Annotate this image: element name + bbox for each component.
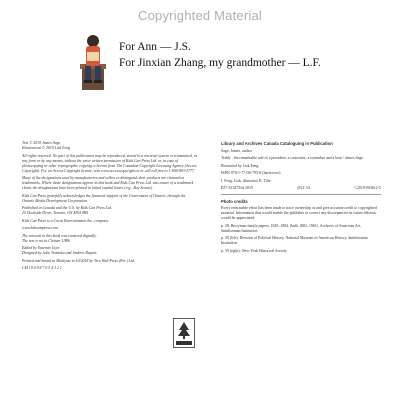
copyrighted-material-banner: Copyrighted Material <box>138 8 262 23</box>
copyright-paragraph: Text © 2019 James Sage Illustrations © 2019 Lisk Feng <box>22 141 71 150</box>
printing-line: CM 19 0 9 8 7 6 5 4 3 2 1 <box>22 266 62 270</box>
reading-figure-illustration <box>73 32 113 92</box>
cip-dewey-number: j813'.54 <box>297 185 310 190</box>
cip-call-row <box>221 186 381 191</box>
cataloguing-block <box>221 141 381 256</box>
copyright-paragraph: The artwork in this book was rendered digitally. The text is set in Cloister URW. <box>22 233 97 243</box>
copyright-paragraph: Kids Can Press gratefully acknowledges the financial support of the Government of Ontario, through the Ontario Media Development Corporation. <box>22 193 186 203</box>
cip-line: Teddy : the remarkable tale of a president, a cartoonist, a toymaker and a bear / James Sage. <box>221 156 364 161</box>
photo-credit-paragraph: p. 39 (right): New-York Historical Society <box>221 248 287 253</box>
copyright-paragraph: Published in Canada and the U.S. by Kids Can Press Ltd. 25 Dockside Drive, Toronto, ON M5A 0B5 <box>22 206 112 215</box>
copyright-paragraph: Edited by Yasemin Uçar Designed by Julia Naimska and Andrew Dupuis <box>22 246 97 255</box>
cip-heading: Library and Archives Canada Cataloguing in Publication <box>221 141 333 146</box>
copyright-paragraph: Many of the designations used by manufacturers and sellers to distinguish their products are claimed as trademarks. Where those designations appear in this book and Kids Can Press Ltd. was aware of a trademark claim, the designations have been printed in initial capital letters (e.g., Boy Scouts). <box>22 176 194 190</box>
photo-credit-paragraph: p. 38: Berryman family papers, 1829–1984, (bulk 1882–1961). Archives of American Art, Smithsonian Institution <box>221 223 362 233</box>
cip-line: I. Feng, Lisk, illustrator II. Title. <box>221 178 272 183</box>
photo-credits-heading: Photo credits <box>221 198 248 204</box>
copyright-paragraph: All rights reserved. No part of this publication may be reproduced, stored in a retrieval system or transmitted, in any form or by any means, without the prior written permission of Kids Can Press Ltd. or, in case of photocopying or other reprographic copying, a license from The Canadian Copyright Licensing Agency (Access Copyright). For an Access Copyright license, visit www.accesscopyright.ca or call toll free to 1-800-893-5777. <box>22 153 197 173</box>
copyright-paragraph: Kids Can Press is a Corus Entertainment Inc. company <box>22 218 109 223</box>
cip-line: Sage, James, author <box>221 149 252 153</box>
photo-credit-paragraph: p. 39 (left): Division of Political History, National Museum of American History, Smithsonian Institution <box>221 236 368 246</box>
cip-control-number: C2018-903612-5 <box>354 185 381 190</box>
dedication-line-2: For Jinxian Zhang, my grandmother — L.F. <box>119 57 321 69</box>
photo-credit-paragraph: Every reasonable effort has been made to trace ownership of and give accurate credit to copyrighted material. Information that would enable the publisher to correct any discrepancies in future editions would be appreciated. <box>221 206 377 221</box>
cip-call-number: PZ7.S1347Ted 2019 <box>221 185 253 190</box>
copyright-block <box>22 141 198 274</box>
dedication-line-1: For Ann — J.S. <box>119 41 191 53</box>
publisher-url: www.kidscanpress.com <box>22 226 58 230</box>
copyright-paragraph: Printed and bound in Malaysia in 10/2018 by Tien Wah Press (Pte.) Ltd. <box>22 258 135 263</box>
divider <box>221 194 381 195</box>
cip-line: Illustrated by Lisk Feng. <box>221 163 260 168</box>
fsc-logo-icon <box>173 318 195 348</box>
cip-line: ISBN 978-1-77138-795-8 (hardcover) <box>221 171 281 176</box>
